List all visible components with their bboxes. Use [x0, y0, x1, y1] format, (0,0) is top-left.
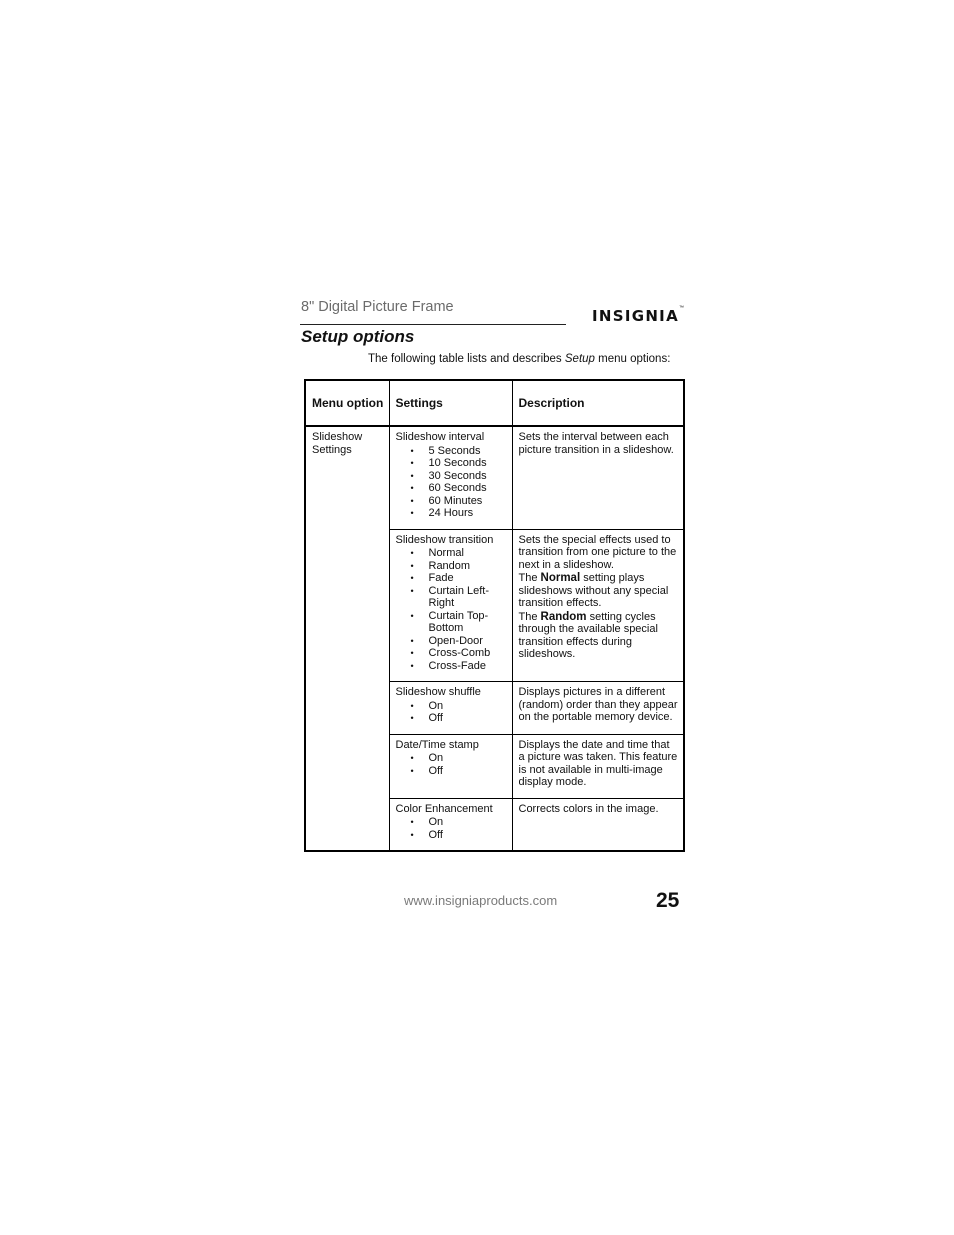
- note-bold-term: Normal: [540, 572, 581, 584]
- option-item: • Random: [396, 560, 507, 573]
- setting-name: Slideshow transition: [395, 533, 494, 546]
- setting-cell: [389, 798, 512, 851]
- option-item: • 60 Minutes: [396, 495, 507, 508]
- setting-name: Date/Time stamp: [395, 738, 479, 751]
- description-text: Corrects colors in the image.: [518, 802, 659, 815]
- description-cell: [512, 682, 684, 735]
- intro-text: [368, 353, 670, 365]
- table-row: [305, 426, 684, 529]
- option-item: • On: [396, 700, 507, 713]
- intro-after: menu options:: [594, 353, 671, 365]
- option-item: • Curtain Top-Bottom: [396, 610, 507, 635]
- description-text: Sets the special effects used to transition from one picture to the next in a slideshow.: [518, 533, 677, 571]
- option-list: [396, 816, 507, 841]
- page-number: 25: [656, 889, 680, 912]
- logo-text: INSIGNIA: [592, 307, 679, 325]
- note-bold-term: Random: [540, 610, 587, 623]
- description-text: Sets the interval between each picture transition in a slideshow.: [518, 431, 674, 456]
- setting-name: Slideshow interval: [395, 431, 485, 443]
- setup-options-table: [304, 379, 685, 852]
- setting-cell: [389, 682, 512, 735]
- description-text: Displays the date and time that a picture was taken. This feature is not available in multi-image display mode.: [518, 738, 678, 788]
- description-cell: [512, 426, 684, 529]
- menu-option-cell: Slideshow Settings: [305, 426, 389, 851]
- description-note-normal: [519, 572, 679, 610]
- option-item: • Off: [396, 829, 507, 842]
- note-text: setting plays slideshows without any special transition effects.: [518, 572, 669, 609]
- intro-before: The following table lists and describes: [368, 353, 565, 365]
- option-item: • 5 Seconds: [396, 445, 507, 458]
- description-text: Displays pictures in a different (random) order than they appear on the portable memory device.: [518, 686, 678, 723]
- intro-emphasis: Setup: [564, 353, 595, 365]
- option-item: • Curtain Left-Right: [396, 585, 507, 610]
- option-item: • Fade: [396, 572, 507, 585]
- footer-url: www.insigniaproducts.com: [404, 893, 558, 908]
- description-cell: [512, 798, 684, 851]
- option-item: • 60 Seconds: [396, 482, 507, 495]
- setting-name: Slideshow shuffle: [395, 686, 481, 698]
- description-cell: [512, 734, 684, 798]
- option-list: [396, 547, 507, 672]
- option-list: [396, 445, 507, 520]
- header-title: 8" Digital Picture Frame: [301, 299, 454, 315]
- option-list: [396, 700, 507, 725]
- option-item: • On: [396, 752, 507, 765]
- insignia-logo: [592, 305, 684, 327]
- setting-cell: [389, 426, 512, 529]
- option-item: • 24 Hours: [396, 507, 507, 520]
- note-text: The: [518, 610, 541, 623]
- header-menu-option: Menu option: [305, 380, 389, 426]
- option-item: • Open-Door: [396, 635, 507, 648]
- header-settings: Settings: [389, 380, 512, 426]
- option-item: • Normal: [396, 547, 507, 560]
- section-title: Setup options: [301, 327, 415, 346]
- note-text: The: [518, 572, 541, 584]
- setting-name: Color Enhancement: [395, 802, 493, 815]
- trademark-icon: ™: [678, 305, 684, 311]
- description-cell: [512, 529, 684, 682]
- option-item: • On: [396, 816, 507, 829]
- option-item: • 30 Seconds: [396, 470, 507, 483]
- option-item: • Off: [396, 712, 507, 725]
- description-note-random: [519, 611, 679, 661]
- setting-cell: [389, 734, 512, 798]
- option-item: • 10 Seconds: [396, 457, 507, 470]
- option-item: • Cross-Fade: [396, 660, 507, 673]
- header-rule: [300, 324, 566, 325]
- option-item: • Cross-Comb: [396, 647, 507, 660]
- option-item: • Off: [396, 765, 507, 778]
- note-text: setting cycles through the available special transition effects during slideshows.: [518, 610, 658, 660]
- header-description: Description: [512, 380, 684, 426]
- option-list: [396, 752, 507, 777]
- table-header-row: [305, 380, 684, 426]
- setting-cell: [389, 529, 512, 682]
